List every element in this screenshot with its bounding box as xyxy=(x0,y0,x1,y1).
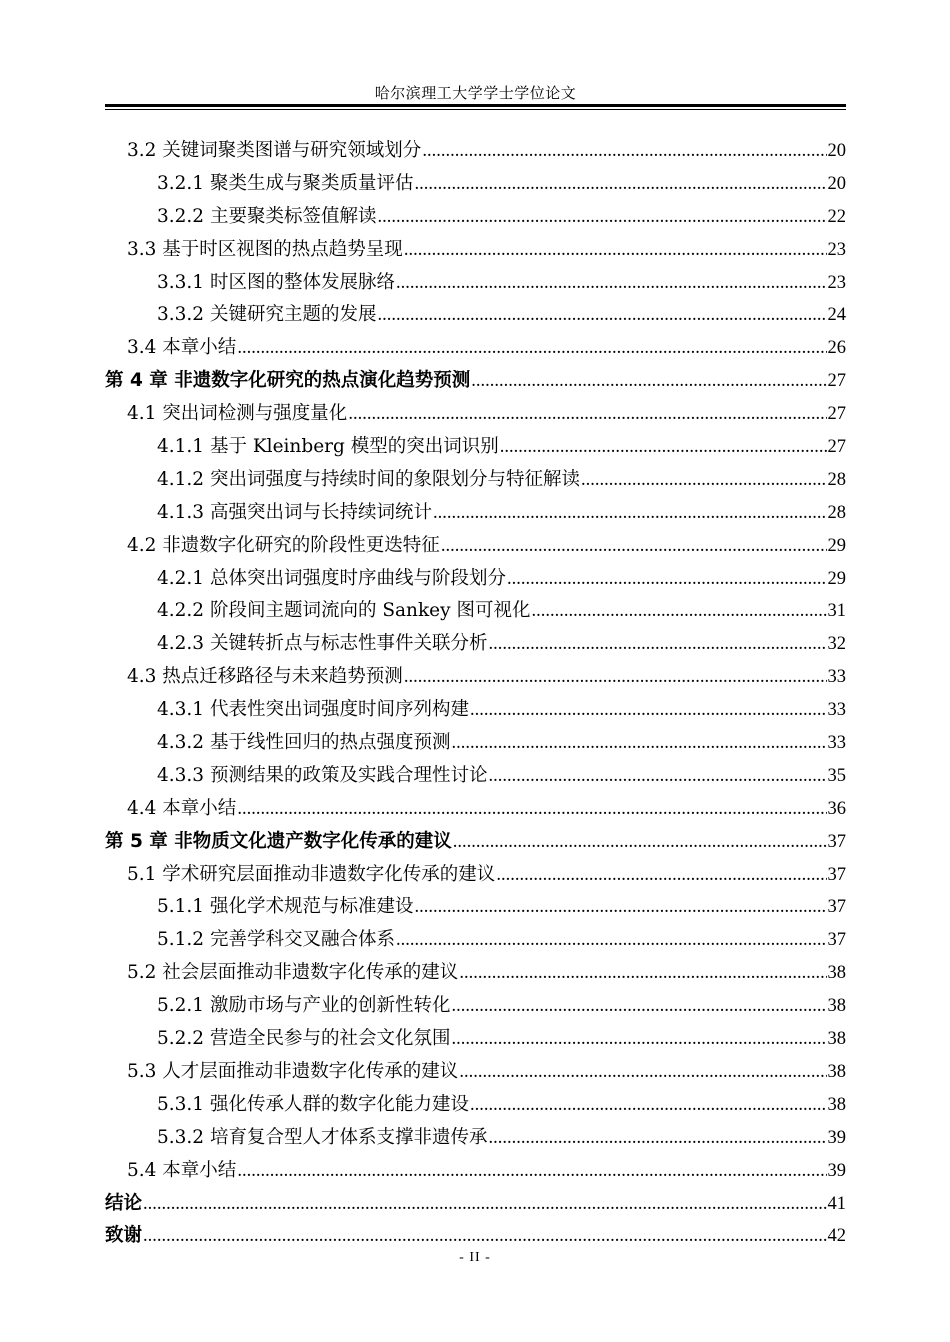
toc-leader-dots xyxy=(377,299,826,332)
toc-entry-page: 24 xyxy=(827,305,846,326)
toc-leader-dots xyxy=(422,135,826,168)
toc-entry[interactable] xyxy=(105,135,846,168)
toc-entry-title: 4.2.3 关键转折点与标志性事件关联分析 xyxy=(157,633,488,655)
toc-leader-dots xyxy=(459,957,826,990)
toc-entry[interactable] xyxy=(105,234,846,267)
toc-entry-title: 4.3.3 预测结果的政策及实践合理性讨论 xyxy=(157,764,488,786)
page-number: - II - xyxy=(459,1250,491,1265)
toc-entry-page: 33 xyxy=(827,667,846,688)
toc-leader-dots xyxy=(531,595,826,628)
toc-entry[interactable] xyxy=(105,1023,846,1056)
toc-leader-dots xyxy=(404,661,827,694)
toc-entry-page: 38 xyxy=(827,996,846,1017)
toc-leader-dots xyxy=(143,1188,826,1221)
toc-entry[interactable] xyxy=(105,793,846,826)
toc-entry-page: 38 xyxy=(827,1061,846,1082)
toc-entry-title: 4.2.1 总体突出词强度时序曲线与阶段划分 xyxy=(157,567,506,589)
toc-entry[interactable] xyxy=(105,957,846,990)
toc-entry[interactable] xyxy=(105,990,846,1023)
header-rule-thick xyxy=(105,104,846,107)
toc-entry-title: 3.2.2 主要聚类标签值解读 xyxy=(157,205,377,227)
toc-entry-page: 23 xyxy=(827,239,846,260)
toc-entry-title: 5.2 社会层面推动非遗数字化传承的建议 xyxy=(127,962,459,984)
toc-entry-title: 第 4 章 非遗数字化研究的热点演化趋势预测 xyxy=(105,370,471,392)
toc-entry[interactable] xyxy=(105,891,846,924)
toc-entry-page: 36 xyxy=(827,798,846,819)
toc-entry-title: 4.2 非遗数字化研究的阶段性更迭特征 xyxy=(127,534,440,556)
toc-entry-title: 4.1.3 高强突出词与长持续词统计 xyxy=(157,501,432,523)
toc-entry-page: 33 xyxy=(827,733,846,754)
toc-entry-page: 28 xyxy=(827,502,846,523)
toc-entry-page: 26 xyxy=(827,338,846,359)
toc-entry-title: 4.1 突出词检测与强度量化 xyxy=(127,403,348,425)
toc-entry-title: 5.3.2 培育复合型人才体系支撑非遗传承 xyxy=(157,1126,488,1148)
toc-entry[interactable] xyxy=(105,398,846,431)
toc-leader-dots xyxy=(143,1220,826,1253)
toc-leader-dots xyxy=(237,1155,826,1188)
toc-entry-title: 4.4 本章小结 xyxy=(127,797,237,819)
toc-entry-title: 结论 xyxy=(105,1192,143,1214)
toc-leader-dots xyxy=(470,1089,827,1122)
toc-entry[interactable] xyxy=(105,168,846,201)
toc-entry-title: 5.2.2 营造全民参与的社会文化氛围 xyxy=(157,1028,451,1050)
toc-entry[interactable] xyxy=(105,924,846,957)
toc-leader-dots xyxy=(441,530,827,563)
toc-leader-dots xyxy=(396,267,827,300)
toc-entry[interactable] xyxy=(105,1155,846,1188)
toc-entry[interactable] xyxy=(105,431,846,464)
toc-entry[interactable] xyxy=(105,497,846,530)
toc-entry-title: 3.2.1 聚类生成与聚类质量评估 xyxy=(157,172,414,194)
toc-entry[interactable] xyxy=(105,1056,846,1089)
toc-leader-dots xyxy=(396,924,827,957)
toc-entry-page: 37 xyxy=(827,930,846,951)
toc-entry[interactable] xyxy=(105,694,846,727)
toc-entry-title: 5.1 学术研究层面推动非遗数字化传承的建议 xyxy=(127,863,496,885)
toc-entry-page: 37 xyxy=(827,897,846,918)
toc-entry-page: 32 xyxy=(827,634,846,655)
toc-entry-title: 5.1.1 强化学术规范与标准建设 xyxy=(157,896,414,918)
toc-entry-title: 3.3.2 关键研究主题的发展 xyxy=(157,304,377,326)
toc-entry-title: 4.1.1 基于 Kleinberg 模型的突出词识别 xyxy=(157,436,499,458)
toc-entry-page: 28 xyxy=(827,469,846,490)
toc-entry-page: 42 xyxy=(827,1226,846,1247)
toc-entry-title: 第 5 章 非物质文化遗产数字化传承的建议 xyxy=(105,830,452,852)
toc-leader-dots xyxy=(488,628,826,661)
toc-entry-page: 31 xyxy=(827,601,846,622)
toc-entry-title: 4.3.1 代表性突出词强度时间序列构建 xyxy=(157,699,469,721)
toc-entry-page: 29 xyxy=(827,568,846,589)
toc-entry-page: 20 xyxy=(827,173,846,194)
toc-leader-dots xyxy=(507,563,827,596)
toc-entry-page: 38 xyxy=(827,1029,846,1050)
toc-leader-dots xyxy=(414,891,826,924)
toc-entry-page: 20 xyxy=(827,141,846,161)
toc-entry[interactable] xyxy=(105,464,846,497)
toc-leader-dots xyxy=(377,201,826,234)
toc-entry-page: 27 xyxy=(827,404,846,425)
toc-leader-dots xyxy=(433,497,827,530)
toc-entry-page: 37 xyxy=(827,831,846,852)
toc-leader-dots xyxy=(471,365,826,398)
table-of-contents xyxy=(105,135,846,1253)
toc-entry-page: 23 xyxy=(827,272,846,293)
toc-entry[interactable] xyxy=(105,563,846,596)
toc-entry-title: 5.2.1 激励市场与产业的创新性转化 xyxy=(157,995,451,1017)
toc-leader-dots xyxy=(453,826,827,859)
toc-entry[interactable] xyxy=(105,530,846,563)
toc-entry[interactable] xyxy=(105,1188,846,1221)
toc-entry[interactable] xyxy=(105,1122,846,1155)
toc-entry-page: 27 xyxy=(827,437,846,458)
toc-entry-title: 致谢 xyxy=(105,1225,143,1247)
toc-leader-dots xyxy=(237,793,826,826)
toc-entry[interactable] xyxy=(105,1089,846,1122)
toc-entry[interactable] xyxy=(105,826,846,859)
toc-entry[interactable] xyxy=(105,760,846,793)
toc-entry-title: 3.3 基于时区视图的热点趋势呈现 xyxy=(127,238,403,260)
toc-entry[interactable] xyxy=(105,727,846,760)
toc-entry-title: 5.4 本章小结 xyxy=(127,1159,237,1181)
toc-leader-dots xyxy=(488,760,826,793)
toc-leader-dots xyxy=(348,398,826,431)
toc-entry-page: 35 xyxy=(827,765,846,786)
toc-leader-dots xyxy=(496,859,826,892)
toc-leader-dots xyxy=(451,1023,826,1056)
toc-leader-dots xyxy=(500,431,827,464)
toc-leader-dots xyxy=(404,234,827,267)
toc-entry[interactable] xyxy=(105,332,846,365)
header-rule-thin xyxy=(105,109,846,110)
toc-entry[interactable] xyxy=(105,628,846,661)
toc-entry-title: 4.2.2 阶段间主题词流向的 Sankey 图可视化 xyxy=(157,600,531,622)
toc-entry-page: 29 xyxy=(827,535,846,556)
toc-entry-page: 27 xyxy=(827,371,846,392)
toc-entry-page: 39 xyxy=(827,1127,846,1148)
toc-entry[interactable] xyxy=(105,267,846,300)
toc-entry-page: 38 xyxy=(827,1094,846,1115)
toc-entry[interactable] xyxy=(105,859,846,892)
toc-entry-page: 41 xyxy=(827,1193,846,1214)
toc-entry-page: 37 xyxy=(827,864,846,885)
toc-entry-page: 38 xyxy=(827,963,846,984)
toc-entry-title: 3.2 关键词聚类图谱与研究领域划分 xyxy=(127,140,422,161)
toc-entry-title: 5.3 人才层面推动非遗数字化传承的建议 xyxy=(127,1060,459,1082)
toc-entry-title: 5.3.1 强化传承人群的数字化能力建设 xyxy=(157,1093,469,1115)
toc-entry[interactable] xyxy=(105,201,846,234)
toc-leader-dots xyxy=(414,168,826,201)
toc-entry-page: 33 xyxy=(827,700,846,721)
toc-entry-page: 39 xyxy=(827,1160,846,1181)
toc-entry-title: 5.1.2 完善学科交叉融合体系 xyxy=(157,929,395,951)
toc-leader-dots xyxy=(470,694,827,727)
toc-leader-dots xyxy=(581,464,827,497)
toc-entry-title: 4.3.2 基于线性回归的热点强度预测 xyxy=(157,732,451,754)
toc-leader-dots xyxy=(237,332,826,365)
toc-leader-dots xyxy=(451,727,826,760)
toc-entry[interactable] xyxy=(105,299,846,332)
toc-entry-title: 3.4 本章小结 xyxy=(127,337,237,359)
toc-leader-dots xyxy=(459,1056,826,1089)
toc-leader-dots xyxy=(451,990,826,1023)
toc-entry-title: 3.3.1 时区图的整体发展脉络 xyxy=(157,271,395,293)
toc-entry[interactable] xyxy=(105,595,846,628)
page-header: 哈尔滨理工大学学士学位论文 xyxy=(374,84,577,102)
toc-leader-dots xyxy=(488,1122,826,1155)
toc-entry[interactable] xyxy=(105,365,846,398)
toc-entry-title: 4.1.2 突出词强度与持续时间的象限划分与特征解读 xyxy=(157,468,580,490)
toc-entry[interactable] xyxy=(105,1220,846,1253)
toc-entry[interactable] xyxy=(105,661,846,694)
toc-entry-page: 22 xyxy=(827,206,846,227)
toc-entry-title: 4.3 热点迁移路径与未来趋势预测 xyxy=(127,666,403,688)
